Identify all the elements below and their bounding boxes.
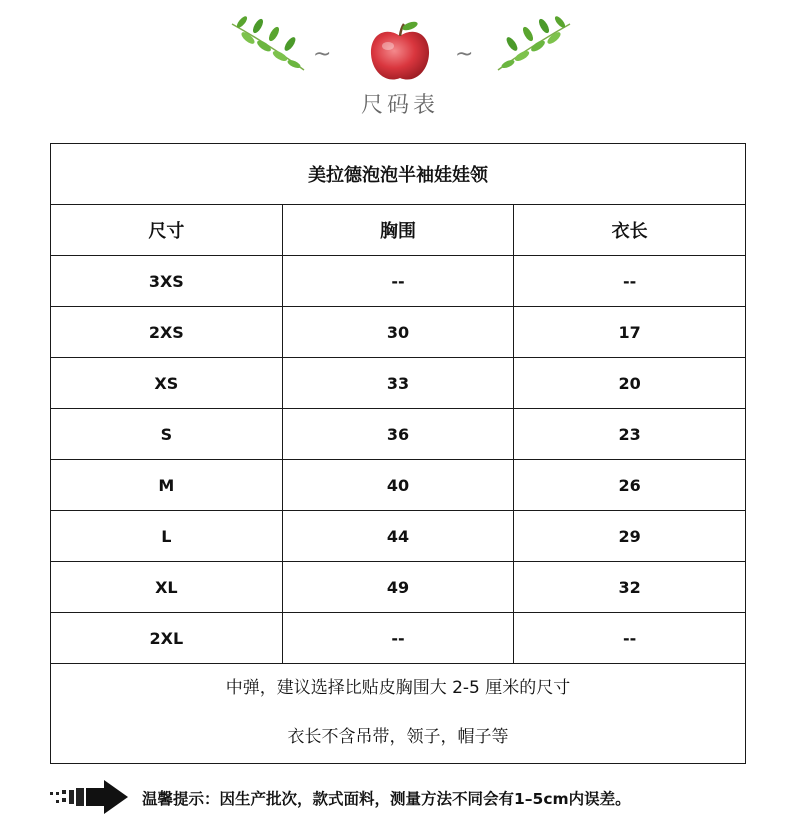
length-cell: 17 bbox=[514, 307, 746, 358]
chest-cell: 30 bbox=[282, 307, 514, 358]
size-cell: 3XS bbox=[51, 256, 283, 307]
apple-icon bbox=[366, 20, 434, 86]
arrow-right-icon bbox=[48, 778, 134, 818]
length-cell: 32 bbox=[514, 562, 746, 613]
chest-cell: 44 bbox=[282, 511, 514, 562]
leaves-icon bbox=[496, 14, 574, 74]
chest-cell: 36 bbox=[282, 409, 514, 460]
length-cell: 29 bbox=[514, 511, 746, 562]
table-row bbox=[51, 511, 746, 562]
length-cell: 23 bbox=[514, 409, 746, 460]
leaves-icon bbox=[228, 14, 306, 74]
chest-cell: -- bbox=[282, 613, 514, 664]
table-row bbox=[51, 562, 746, 613]
column-header-length: 衣长 bbox=[514, 205, 746, 256]
size-cell: M bbox=[51, 460, 283, 511]
chest-cell: -- bbox=[282, 256, 514, 307]
note-line-2: 衣长不含吊带，领子，帽子等 bbox=[287, 727, 509, 748]
chest-cell: 40 bbox=[282, 460, 514, 511]
product-name: 美拉德泡泡半袖娃娃领 bbox=[51, 144, 746, 205]
page-title: 尺码表 bbox=[360, 93, 439, 118]
size-cell: XS bbox=[51, 358, 283, 409]
table-row bbox=[51, 358, 746, 409]
footer-hint bbox=[48, 778, 800, 818]
length-cell: -- bbox=[514, 613, 746, 664]
column-header-size: 尺寸 bbox=[51, 205, 283, 256]
table-row bbox=[51, 256, 746, 307]
length-cell: 26 bbox=[514, 460, 746, 511]
header bbox=[0, 0, 800, 130]
table-note bbox=[51, 664, 746, 764]
table-row bbox=[51, 613, 746, 664]
chest-cell: 49 bbox=[282, 562, 514, 613]
table-row bbox=[51, 409, 746, 460]
table-row bbox=[51, 307, 746, 358]
length-cell: 20 bbox=[514, 358, 746, 409]
size-cell: 2XL bbox=[51, 613, 283, 664]
column-header-chest: 胸围 bbox=[282, 205, 514, 256]
size-cell: S bbox=[51, 409, 283, 460]
tilde-left: ~ bbox=[313, 42, 332, 67]
size-table bbox=[50, 143, 746, 764]
table-header-row bbox=[51, 205, 746, 256]
table-title-row bbox=[51, 144, 746, 205]
chest-cell: 33 bbox=[282, 358, 514, 409]
table-note-row bbox=[51, 664, 746, 764]
hint-text: 温馨提示：因生产批次，款式面料，测量方法不同会有1–5cm内误差。 bbox=[142, 790, 631, 808]
note-line-1: 中弹，建议选择比贴皮胸围大 2-5 厘米的尺寸 bbox=[225, 678, 571, 698]
length-cell: -- bbox=[514, 256, 746, 307]
table-row bbox=[51, 460, 746, 511]
size-cell: 2XS bbox=[51, 307, 283, 358]
size-cell: XL bbox=[51, 562, 283, 613]
tilde-right: ~ bbox=[455, 42, 474, 67]
size-cell: L bbox=[51, 511, 283, 562]
